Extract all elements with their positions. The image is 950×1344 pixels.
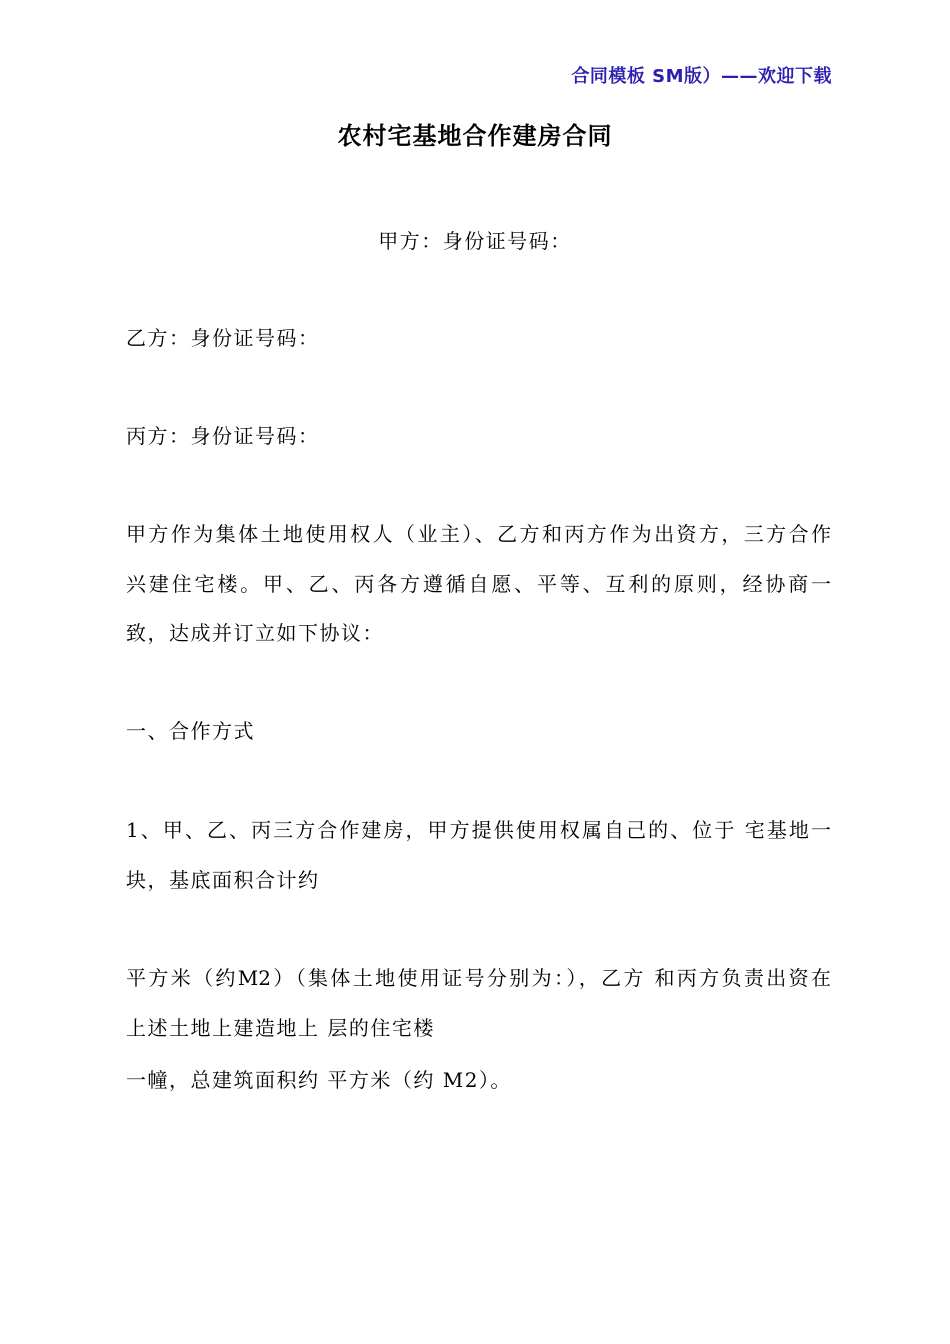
intro-line-3: 致，达成并订立如下协议： (126, 621, 384, 645)
header-note: 合同模板 SM版）——欢迎下载 (571, 66, 832, 87)
section-1-heading: 一、合作方式 (126, 719, 255, 743)
section-1-text-line-1: 1、甲、乙、丙三方合作建房，甲方提供使用权属自己的、位于 宅基地一 (126, 818, 831, 842)
document-title: 农村宅基地合作建房合同 (337, 122, 613, 150)
section-1-text-line-4: 上述土地上建造地上 层的住宅楼 (126, 1016, 435, 1040)
party-c-line: 丙方：身份证号码： (126, 424, 320, 448)
party-a-line: 甲方：身份证号码： (378, 229, 572, 253)
section-1-text-line-2: 块，基底面积合计约 (126, 868, 320, 892)
intro-line-2: 兴建住宅楼。甲、乙、丙各方遵循自愿、平等、互利的原则，经协商一 (126, 572, 831, 596)
party-b-line: 乙方：身份证号码： (126, 326, 320, 350)
section-1-text-line-5: 一幢，总建筑面积约 平方米（约 M2）。 (126, 1068, 512, 1092)
intro-line-1: 甲方作为集体土地使用权人（业主）、乙方和丙方作为出资方，三方合作 (126, 522, 831, 546)
section-1-text-line-3: 平方米（约M2）（集体土地使用证号分别为：），乙方 和丙方负责出资在 (126, 966, 831, 990)
